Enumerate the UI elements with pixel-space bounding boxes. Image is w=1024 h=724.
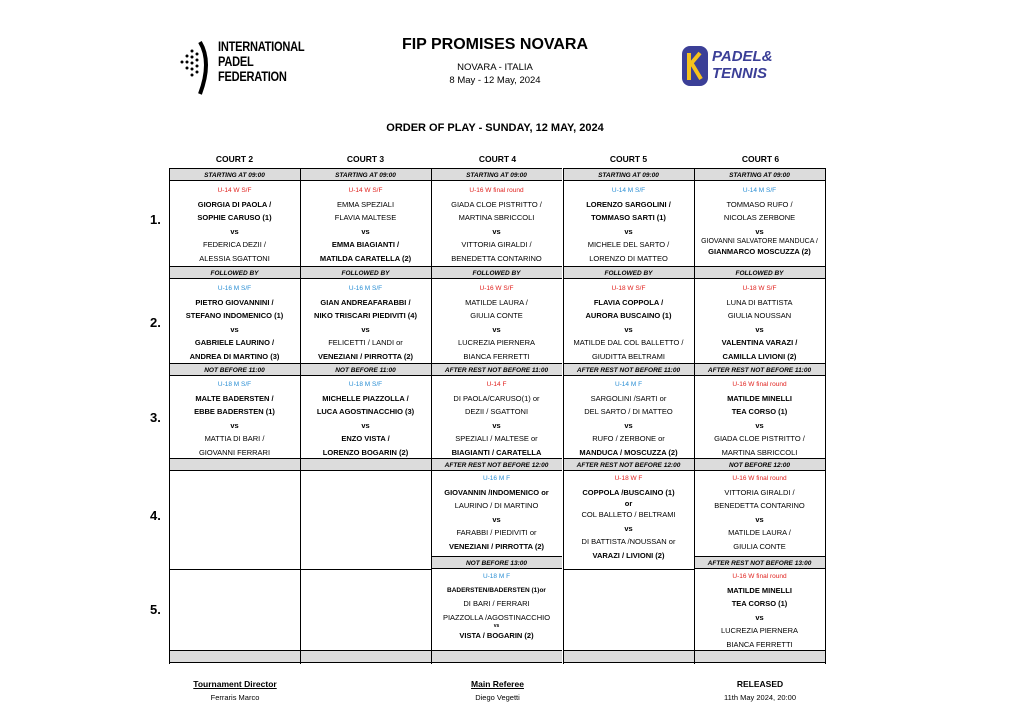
team-1-player-2: FLAVIA MALTESE: [334, 213, 397, 222]
match-cell: [431, 184, 562, 265]
team-1-option-1: COPPOLA /BUSCAINO (1): [582, 487, 675, 497]
team-1-option-2: DEZII / SGATTONI: [464, 407, 529, 416]
vs-label: vs: [755, 226, 764, 236]
empty-band: [300, 458, 431, 471]
ipf-emblem-icon: [178, 38, 214, 98]
team-1-option-1: BADERSTEN/BADERSTEN (1)or: [447, 586, 546, 594]
team-1-player-2: TEA CORSO (1): [731, 599, 788, 608]
team-2-player-1: ENZO VISTA /: [341, 434, 390, 443]
match-category: U-18 M S/F: [348, 381, 383, 388]
vs-label: vs: [361, 420, 370, 430]
team-1-player-2: GIULIA NOUSSAN: [727, 311, 792, 320]
row-number: 2.: [150, 315, 161, 330]
time-band: FOLLOWED BY: [169, 266, 300, 279]
match-cell: [563, 282, 694, 363]
vs-label: vs: [361, 324, 370, 334]
match-cell: [300, 378, 431, 459]
team-1-player-2: NICOLAS ZERBONE: [723, 213, 796, 222]
vs-label: vs: [492, 324, 501, 334]
team-2-player-1: GIOVANNI SALVATORE MANDUCA /: [701, 238, 818, 245]
time-band: AFTER REST NOT BEFORE 12:00: [431, 458, 562, 471]
time-band: FOLLOWED BY: [694, 266, 825, 279]
time-band: AFTER REST NOT BEFORE 13:00: [694, 556, 825, 569]
vs-label: vs: [361, 226, 370, 236]
or-label: or: [624, 499, 633, 508]
vs-label: vs: [624, 420, 633, 430]
team-1-option-1: SARGOLINI /SARTI or: [590, 393, 667, 403]
team-2-player-1: MATTIA DI BARI /: [204, 434, 265, 443]
row-number: 1.: [150, 212, 161, 227]
team-2-option-1: FARABBI / PIEDIVITI or: [456, 528, 537, 537]
team-2-player-2: LORENZO DI MATTEO: [589, 253, 668, 263]
director-title: Tournament Director: [193, 679, 277, 689]
match-cell: [431, 472, 562, 553]
main-referee-block: [440, 679, 555, 702]
team-2-player-2: LORENZO BOGARIN (2): [322, 447, 409, 457]
match-category: U-16 W final round: [732, 475, 787, 482]
team-1-player-1: MATILDE LAURA /: [465, 297, 528, 307]
row-divider: [300, 569, 431, 570]
team-1-player-1: TOMMASO RUFO /: [726, 199, 793, 209]
team-2-player-1: MATILDE DAL COL BALLETTO /: [573, 338, 684, 347]
partner-logo-line-1: PADEL&: [712, 48, 773, 65]
vs-label: vs: [230, 324, 239, 334]
time-band: STARTING AT 09:00: [300, 168, 431, 181]
referee-title: Main Referee: [471, 679, 524, 689]
team-2-player-2: GIULIA CONTE: [733, 541, 786, 551]
tournament-director-block: [180, 679, 290, 702]
time-band: STARTING AT 09:00: [169, 168, 300, 181]
team-1-player-1: GIAN ANDREAFARABBI /: [320, 297, 411, 307]
team-2-player-2: GIOVANNI FERRARI: [198, 447, 271, 457]
team-2-option-1: RUFO / ZERBONE or: [592, 434, 665, 443]
grid-line: [563, 168, 564, 664]
released-block: [700, 679, 820, 702]
empty-band: [169, 650, 300, 663]
vs-label: vs: [492, 420, 501, 430]
team-2-option-2: MANDUCA / MOSCUZZA (2): [579, 447, 678, 457]
team-1-player-2: SOPHIE CARUSO (1): [197, 213, 272, 222]
team-2-player-1: MATILDE LAURA /: [728, 528, 791, 537]
match-cell: [563, 184, 694, 265]
tournament-title: FIP PROMISES NOVARA: [401, 36, 589, 53]
tournament-dates: 8 May - 12 May, 2024: [449, 75, 541, 86]
time-band: STARTING AT 09:00: [563, 168, 694, 181]
grid-line: [825, 168, 826, 664]
grid-line: [169, 168, 170, 664]
match-cell: [563, 472, 694, 562]
team-2-player-1: EMMA BIAGIANTI /: [331, 240, 400, 249]
team-2-player-2: MATILDA CARATELLA (2): [319, 253, 412, 263]
vs-label: vs: [624, 523, 633, 533]
vs-label: vs: [230, 420, 239, 430]
match-cell: [431, 378, 562, 459]
team-1-player-2: BENEDETTA CONTARINO: [714, 501, 805, 510]
empty-band: [563, 650, 694, 663]
court-3-column: [300, 168, 431, 664]
ipf-logo-line-3: FEDERATION: [218, 69, 287, 84]
team-2-option-1: SPEZIALI / MALTESE or: [455, 434, 538, 443]
team-1-option-2: LAURINO / DI MARTINO: [454, 501, 539, 510]
team-1-player-2: LUCA AGOSTINACCHIO (3): [316, 407, 415, 416]
team-2-option-1: DI BATTISTA /NOUSSAN or: [581, 537, 676, 546]
time-band: AFTER REST NOT BEFORE 11:00: [431, 363, 562, 376]
team-2-player-1: FEDERICA DEZII /: [203, 240, 266, 249]
match-category: U-14 M F: [614, 381, 643, 388]
grid-line: [694, 168, 695, 664]
match-cell: [431, 570, 562, 643]
team-2-player-1: LUCREZIA PIERNERA: [720, 626, 799, 635]
team-1-option-1: GIOVANNIN /INDOMENICO or: [444, 487, 549, 497]
team-2-player-2: CAMILLA LIVIONI (2): [722, 351, 797, 361]
team-1-player-1: MATILDE MINELLI: [727, 393, 792, 403]
match-category: U-16 M S/F: [348, 285, 383, 292]
empty-band: [431, 650, 562, 663]
team-1-player-1: GIADA CLOE PISTRITTO /: [451, 199, 542, 209]
team-1-player-1: MATILDE MINELLI: [727, 585, 792, 595]
vs-label: vs: [493, 624, 500, 629]
empty-band: [694, 650, 825, 663]
match-category: U-14 M S/F: [742, 187, 777, 194]
team-1-player-2: STEFANO INDOMENICO (1): [185, 311, 284, 320]
team-2-player-1: GABRIELE LAURINO /: [194, 338, 275, 347]
team-2-player-1: GIADA CLOE PISTRITTO /: [714, 434, 805, 443]
team-2-player-2: GIUDITTA BELTRAMI: [591, 351, 666, 361]
team-2-player-2: MARTINA SBRICCOLI: [721, 447, 798, 457]
match-category: U-16 W final round: [732, 381, 787, 388]
time-band: NOT BEFORE 11:00: [169, 363, 300, 376]
team-1-player-2: EBBE BADERSTEN (1): [194, 407, 275, 416]
team-2-player-2: VENEZIANI / PIRROTTA (2): [317, 351, 413, 361]
team-1-player-2: GIULIA CONTE: [470, 311, 523, 320]
match-category: U-18 W F: [614, 475, 643, 482]
match-cell: [694, 570, 825, 651]
match-cell: [169, 184, 300, 265]
team-2-option-2: VISTA / BOGARIN (2): [459, 631, 534, 640]
time-band: STARTING AT 09:00: [431, 168, 562, 181]
time-band: AFTER REST NOT BEFORE 11:00: [694, 363, 825, 376]
team-2-player-1: MICHELE DEL SARTO /: [587, 240, 670, 249]
match-cell: [694, 282, 825, 363]
vs-label: vs: [755, 420, 764, 430]
team-1-player-2: AURORA BUSCAINO (1): [585, 311, 672, 320]
match-category: U-14 W S/F: [348, 187, 383, 194]
match-cell: [300, 184, 431, 265]
vs-label: vs: [492, 514, 501, 524]
team-2-player-2: BENEDETTA CONTARINO: [451, 253, 542, 263]
time-band: NOT BEFORE 12:00: [694, 458, 825, 471]
partner-logo-line-2: TENNIS: [712, 65, 768, 82]
match-category: U-16 W S/F: [479, 285, 514, 292]
padel-tennis-logo: [680, 44, 800, 88]
match-category: U-16 W final round: [732, 573, 787, 580]
released-date: 11th May 2024, 20:00: [724, 693, 796, 702]
team-2-player-1: VITTORIA GIRALDI /: [461, 240, 532, 249]
team-1-player-1: MALTE BADERSTEN /: [195, 393, 274, 403]
team-2-player-2: ANDREA DI MARTINO (3): [189, 351, 280, 361]
court-header: COURT 2: [215, 154, 254, 164]
team-1-player-1: MICHELLE PIAZZOLLA /: [322, 393, 409, 403]
team-2-player-2: BIANCA FERRETTI: [726, 639, 793, 649]
vs-label: vs: [755, 514, 764, 524]
team-2-player-2: BIANCA FERRETTI: [463, 351, 530, 361]
match-category: U-18 W S/F: [611, 285, 646, 292]
match-category: U-14 W S/F: [217, 187, 252, 194]
row-number: 5.: [150, 602, 161, 617]
match-category: U-18 W S/F: [742, 285, 777, 292]
match-category: U-14 M S/F: [611, 187, 646, 194]
team-2-player-1: VALENTINA VARAZI /: [721, 338, 798, 347]
match-cell: [300, 282, 431, 363]
match-cell: [694, 184, 825, 259]
row-divider: [563, 569, 694, 570]
released-title: RELEASED: [736, 679, 784, 689]
team-2-option-2: VENEZIANI / PIRROTTA (2): [448, 541, 544, 551]
team-1-player-2: TOMMASO SARTI (1): [591, 213, 666, 222]
team-1-player-1: PIETRO GIOVANNINI /: [195, 297, 274, 307]
time-band: STARTING AT 09:00: [694, 168, 825, 181]
team-1-player-1: FLAVIA COPPOLA /: [593, 297, 664, 307]
tournament-location: NOVARA - ITALIA: [457, 62, 533, 73]
match-category: U-16 M F: [482, 475, 511, 482]
time-band: FOLLOWED BY: [563, 266, 694, 279]
time-band: FOLLOWED BY: [431, 266, 562, 279]
team-1-player-1: LORENZO SARGOLINI /: [586, 199, 671, 209]
ipf-logo-line-1: INTERNATIONAL: [218, 39, 305, 54]
match-cell: [694, 378, 825, 459]
time-band: NOT BEFORE 11:00: [300, 363, 431, 376]
court-header: COURT 6: [741, 154, 780, 164]
team-1-option-1: DI PAOLA/CARUSO(1) or: [453, 393, 540, 403]
match-category: U-18 M F: [482, 573, 511, 580]
team-1-option-2: DI BARI / FERRARI: [463, 599, 530, 608]
team-1-player-1: VITTORIA GIRALDI /: [724, 487, 795, 497]
match-category: U-16 W final round: [469, 187, 524, 194]
team-2-player-2: GIANMARCO MOSCUZZA (2): [708, 247, 811, 256]
vs-label: vs: [624, 324, 633, 334]
vs-label: vs: [755, 612, 764, 622]
court-5-column: [563, 168, 694, 664]
match-category: U-18 M S/F: [217, 381, 252, 388]
match-category: U-14 F: [486, 381, 507, 388]
vs-label: vs: [755, 324, 764, 334]
ipf-logo: [178, 38, 318, 98]
row-number: 4.: [150, 508, 161, 523]
grid-line: [300, 168, 301, 664]
empty-band: [300, 650, 431, 663]
match-cell: [169, 282, 300, 363]
court-2-column: [169, 168, 300, 664]
court-header: COURT 3: [346, 154, 385, 164]
time-band: AFTER REST NOT BEFORE 11:00: [563, 363, 694, 376]
team-2-option-1: PIAZZOLLA /AGOSTINACCHIO: [442, 612, 551, 622]
team-1-player-1: GIORGIA DI PAOLA /: [197, 199, 272, 209]
vs-label: vs: [492, 226, 501, 236]
team-1-option-2: COL BALLETO / BELTRAMI: [581, 510, 676, 519]
team-2-option-2: VARAZI / LIVIONI (2): [592, 550, 665, 560]
team-2-player-1: FELICETTI / LANDI or: [328, 338, 403, 347]
time-band: AFTER REST NOT BEFORE 12:00: [563, 458, 694, 471]
grid-line: [431, 168, 432, 664]
ipf-logo-line-2: PADEL: [218, 54, 254, 69]
order-of-play-title: ORDER OF PLAY - SUNDAY, 12 MAY, 2024: [386, 122, 604, 134]
team-2-option-2: BIAGIANTI / CARATELLA: [451, 447, 542, 457]
row-divider: [169, 569, 300, 570]
time-band: NOT BEFORE 13:00: [431, 556, 562, 569]
team-2-player-2: ALESSIA SGATTONI: [199, 253, 270, 263]
schedule-grid: [169, 168, 826, 664]
empty-band: [169, 458, 300, 471]
team-2-player-1: LUCREZIA PIERNERA: [457, 338, 536, 347]
match-cell: [431, 282, 562, 363]
court-6-column: [694, 168, 825, 664]
referee-name: Diego Vegetti: [475, 693, 520, 702]
director-name: Ferraris Marco: [210, 693, 260, 702]
team-1-player-1: EMMA SPEZIALI: [336, 199, 395, 209]
court-header: COURT 5: [609, 154, 648, 164]
team-1-player-2: NIKO TRISCARI PIEDIVITI (4): [314, 311, 417, 320]
team-1-player-2: MARTINA SBRICCOLI: [458, 213, 535, 222]
match-cell: [169, 378, 300, 459]
vs-label: vs: [230, 226, 239, 236]
team-1-option-2: DEL SARTO / DI MATTEO: [584, 407, 673, 416]
time-band: FOLLOWED BY: [300, 266, 431, 279]
match-category: U-16 M S/F: [217, 285, 252, 292]
match-cell: [694, 472, 825, 553]
team-1-player-2: TEA CORSO (1): [731, 407, 788, 416]
vs-label: vs: [624, 226, 633, 236]
team-1-player-1: LUNA DI BATTISTA: [726, 297, 793, 307]
match-cell: [563, 378, 694, 459]
court-header: COURT 4: [478, 154, 517, 164]
row-number: 3.: [150, 410, 161, 425]
court-4-column: [431, 168, 562, 664]
